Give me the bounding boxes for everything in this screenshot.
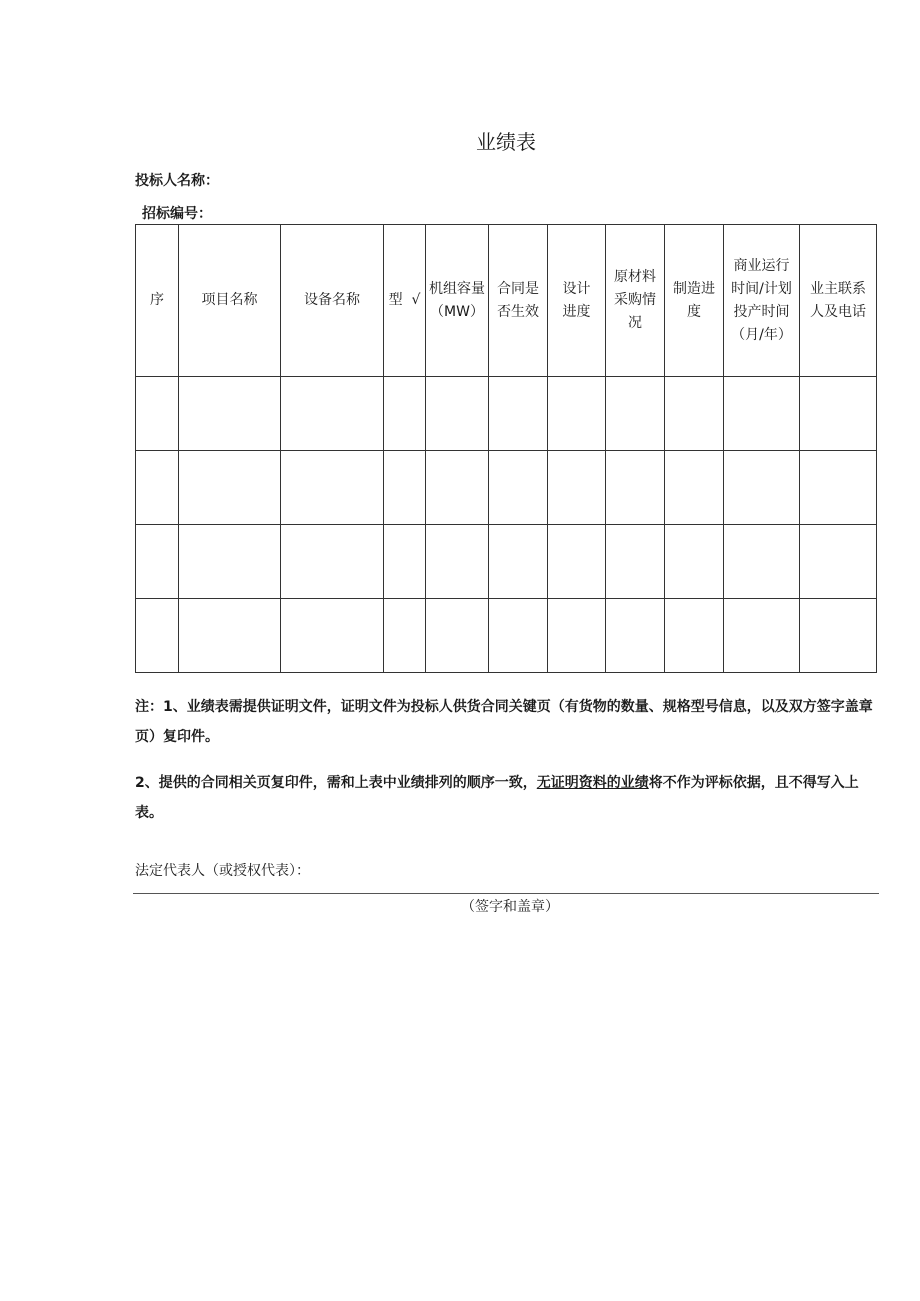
header-cell: 项目名称 (179, 225, 281, 377)
table-cell[interactable] (136, 599, 179, 673)
header-cell: 商业运行时间/计划投产时间（月/年） (724, 225, 800, 377)
table-cell[interactable] (800, 525, 877, 599)
table-row (136, 525, 877, 599)
table-cell[interactable] (665, 599, 724, 673)
table-cell[interactable] (548, 377, 606, 451)
performance-table (135, 224, 877, 673)
legal-representative-label: 法定代表人（或授权代表）： (135, 863, 310, 879)
table-cell[interactable] (489, 377, 548, 451)
table-cell[interactable] (800, 377, 877, 451)
signature-line (133, 893, 879, 894)
table-cell[interactable] (665, 525, 724, 599)
header-cell: 业主联系人及电话 (800, 225, 877, 377)
table-cell[interactable] (384, 599, 426, 673)
table-cell[interactable] (136, 451, 179, 525)
table-cell[interactable] (800, 599, 877, 673)
note-1: 注：1、业绩表需提供证明文件，证明文件为投标人供货合同关键页（有货物的数量、规格型号信息，以及双方签字盖章页）复印件。 (135, 699, 873, 745)
header-cell: 设备名称 (281, 225, 384, 377)
header-cell: 原材料采购情况 (606, 225, 665, 377)
table-cell[interactable] (426, 377, 489, 451)
table-cell[interactable] (606, 599, 665, 673)
table-cell[interactable] (179, 451, 281, 525)
table-cell[interactable] (548, 451, 606, 525)
table-cell[interactable] (665, 451, 724, 525)
table-cell[interactable] (665, 377, 724, 451)
note-2 (135, 768, 880, 828)
table-cell[interactable] (426, 599, 489, 673)
table-cell[interactable] (548, 525, 606, 599)
table-cell[interactable] (724, 377, 800, 451)
table-cell[interactable] (281, 377, 384, 451)
table-cell[interactable] (384, 377, 426, 451)
table-cell[interactable] (136, 377, 179, 451)
table-row (136, 599, 877, 673)
table-cell[interactable] (489, 525, 548, 599)
table-cell[interactable] (281, 525, 384, 599)
table-row (136, 451, 877, 525)
table-cell[interactable] (489, 451, 548, 525)
table-cell[interactable] (384, 451, 426, 525)
bid-number-label: 招标编号： (142, 206, 212, 222)
table-cell[interactable] (800, 451, 877, 525)
table-row (136, 377, 877, 451)
table-cell[interactable] (548, 599, 606, 673)
header-cell: 合同是否生效 (489, 225, 548, 377)
table-cell[interactable] (281, 451, 384, 525)
bidder-name-label: 投标人名称： (135, 173, 219, 189)
table-cell[interactable] (179, 599, 281, 673)
table-cell[interactable] (724, 451, 800, 525)
table-cell[interactable] (426, 451, 489, 525)
header-cell: 机组容量（MW） (426, 225, 489, 377)
table-cell[interactable] (136, 525, 179, 599)
table-cell[interactable] (724, 525, 800, 599)
note-2-text: 2、提供的合同相关页复印件，需和上表中业绩排列的顺序一致， (135, 775, 537, 791)
table-cell[interactable] (606, 377, 665, 451)
table-cell[interactable] (384, 525, 426, 599)
table-cell[interactable] (179, 525, 281, 599)
table-cell[interactable] (179, 377, 281, 451)
table-cell[interactable] (606, 525, 665, 599)
page-title: 业绩表 (476, 130, 536, 154)
header-cell: 设计进度 (548, 225, 606, 377)
header-cell: 型 √ (384, 225, 426, 377)
sign-and-seal-label: （签字和盖章） (461, 899, 559, 915)
table-cell[interactable] (724, 599, 800, 673)
table-cell[interactable] (281, 599, 384, 673)
table-cell[interactable] (426, 525, 489, 599)
note-2-underlined-text: 无证明资料的业绩 (536, 775, 649, 791)
table-cell[interactable] (606, 451, 665, 525)
table-cell[interactable] (489, 599, 548, 673)
note-2-text-end: 将不作为评标依据，且不得写入上表。 (135, 775, 859, 821)
header-cell: 制造进度 (665, 225, 724, 377)
header-cell: 序 (136, 225, 179, 377)
table-header-row (136, 225, 877, 377)
